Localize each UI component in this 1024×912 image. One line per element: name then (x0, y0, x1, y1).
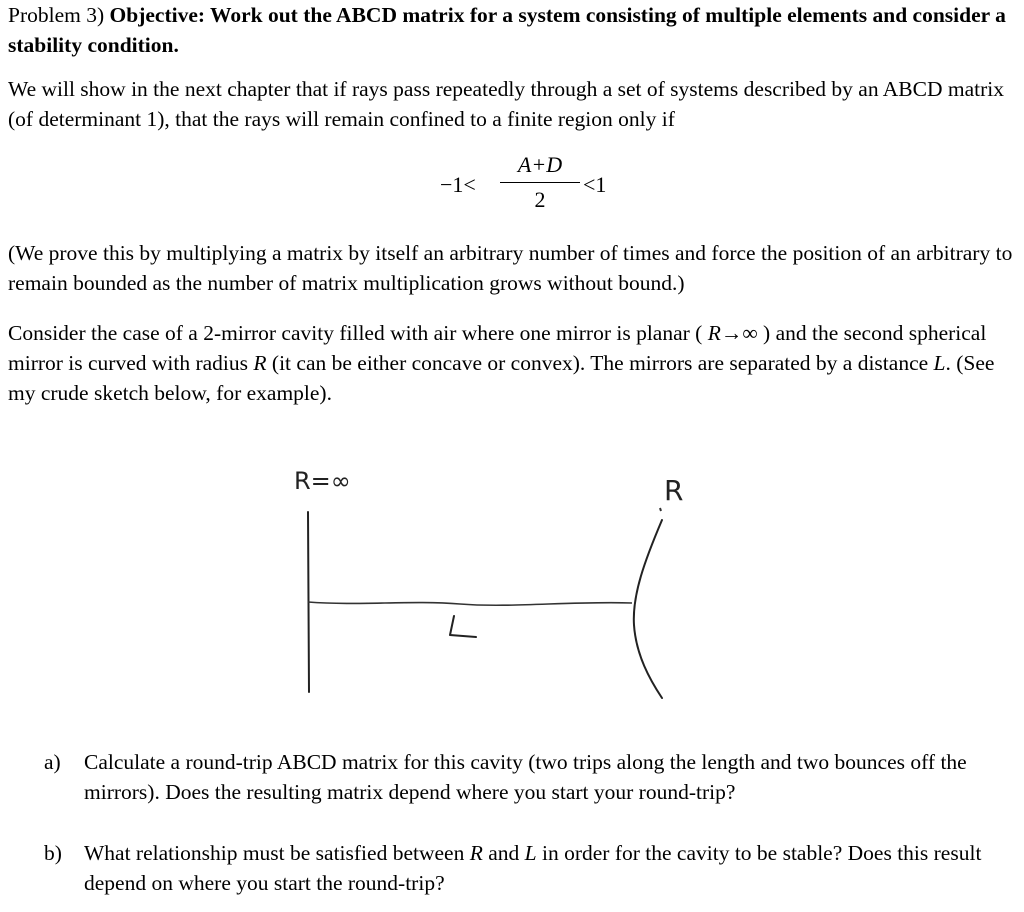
formula-numerator: A+D (517, 152, 563, 177)
question-b-text (84, 838, 1014, 898)
stability-formula (440, 150, 640, 222)
cavity-sketch (270, 460, 730, 710)
question-b-marker: b) (44, 841, 62, 865)
setup-text-1: Consider the case of a 2-mirror cavity filled with air where one mirror is planar ( (8, 321, 703, 345)
formula-right: <1 (583, 172, 607, 197)
fraction-bar (500, 182, 580, 183)
question-b-text-2: in order for the cavity to be stable? Does this result depend on where you start the round-trip? (84, 841, 982, 895)
problem-title (8, 0, 1018, 60)
cavity-sketch-drawing (270, 460, 730, 710)
formula-fraction (500, 150, 580, 215)
formula-denominator: 2 (534, 187, 546, 212)
length-label (460, 608, 461, 638)
question-a-text: Calculate a round-trip ABCD matrix for this cavity (two trips along the length and two bounces off the mirrors). Does the resulting matrix depend where you start your round-trip? (84, 750, 967, 804)
setup-r-symbol: R (707, 321, 721, 345)
curved-mirror-label: R (664, 474, 684, 507)
formula-left: −1< (440, 172, 476, 197)
question-b-l-symbol: L (524, 841, 537, 865)
curved-mirror-line (634, 520, 662, 698)
question-a-marker: a) (44, 750, 61, 774)
setup-paragraph (8, 318, 1018, 408)
curved-mirror-tick (660, 508, 661, 511)
proof-note-paragraph: (We prove this by multiplying a matrix by itself an arbitrary number of times and force the position of an arbitrary to remain bounded as the number of matrix multiplication grows without bound.) (8, 241, 1013, 295)
setup-l-symbol: L (933, 351, 946, 375)
optical-axis-line (308, 602, 632, 605)
intro-paragraph: We will show in the next chapter that if rays pass repeatedly through a set of systems described by an ABCD matrix (of determinant 1), that the rays will remain confined to a finite region only if (8, 77, 1004, 131)
problem-number: Problem 3) (8, 3, 105, 27)
question-b-and: and (488, 841, 520, 865)
setup-text-2: ) and the second spherical mirror is curved with radius (8, 321, 987, 375)
objective-text: Objective: Work out the ABCD matrix for a system consisting of multiple elements and consider a stability condition. (8, 3, 1006, 57)
question-b-text-1: What relationship must be satisfied between (84, 841, 465, 865)
length-l-glyph (450, 616, 476, 637)
planar-mirror-label: R=∞ (294, 467, 351, 495)
setup-text-4: . (See my crude sketch below, for example). (8, 351, 995, 405)
setup-arrow: →∞ (720, 321, 758, 345)
setup-r-symbol-2: R (253, 351, 267, 375)
question-b-r-symbol: R (469, 841, 483, 865)
setup-text-3: (it can be either concave or convex). The mirrors are separated by a distance (271, 351, 929, 375)
